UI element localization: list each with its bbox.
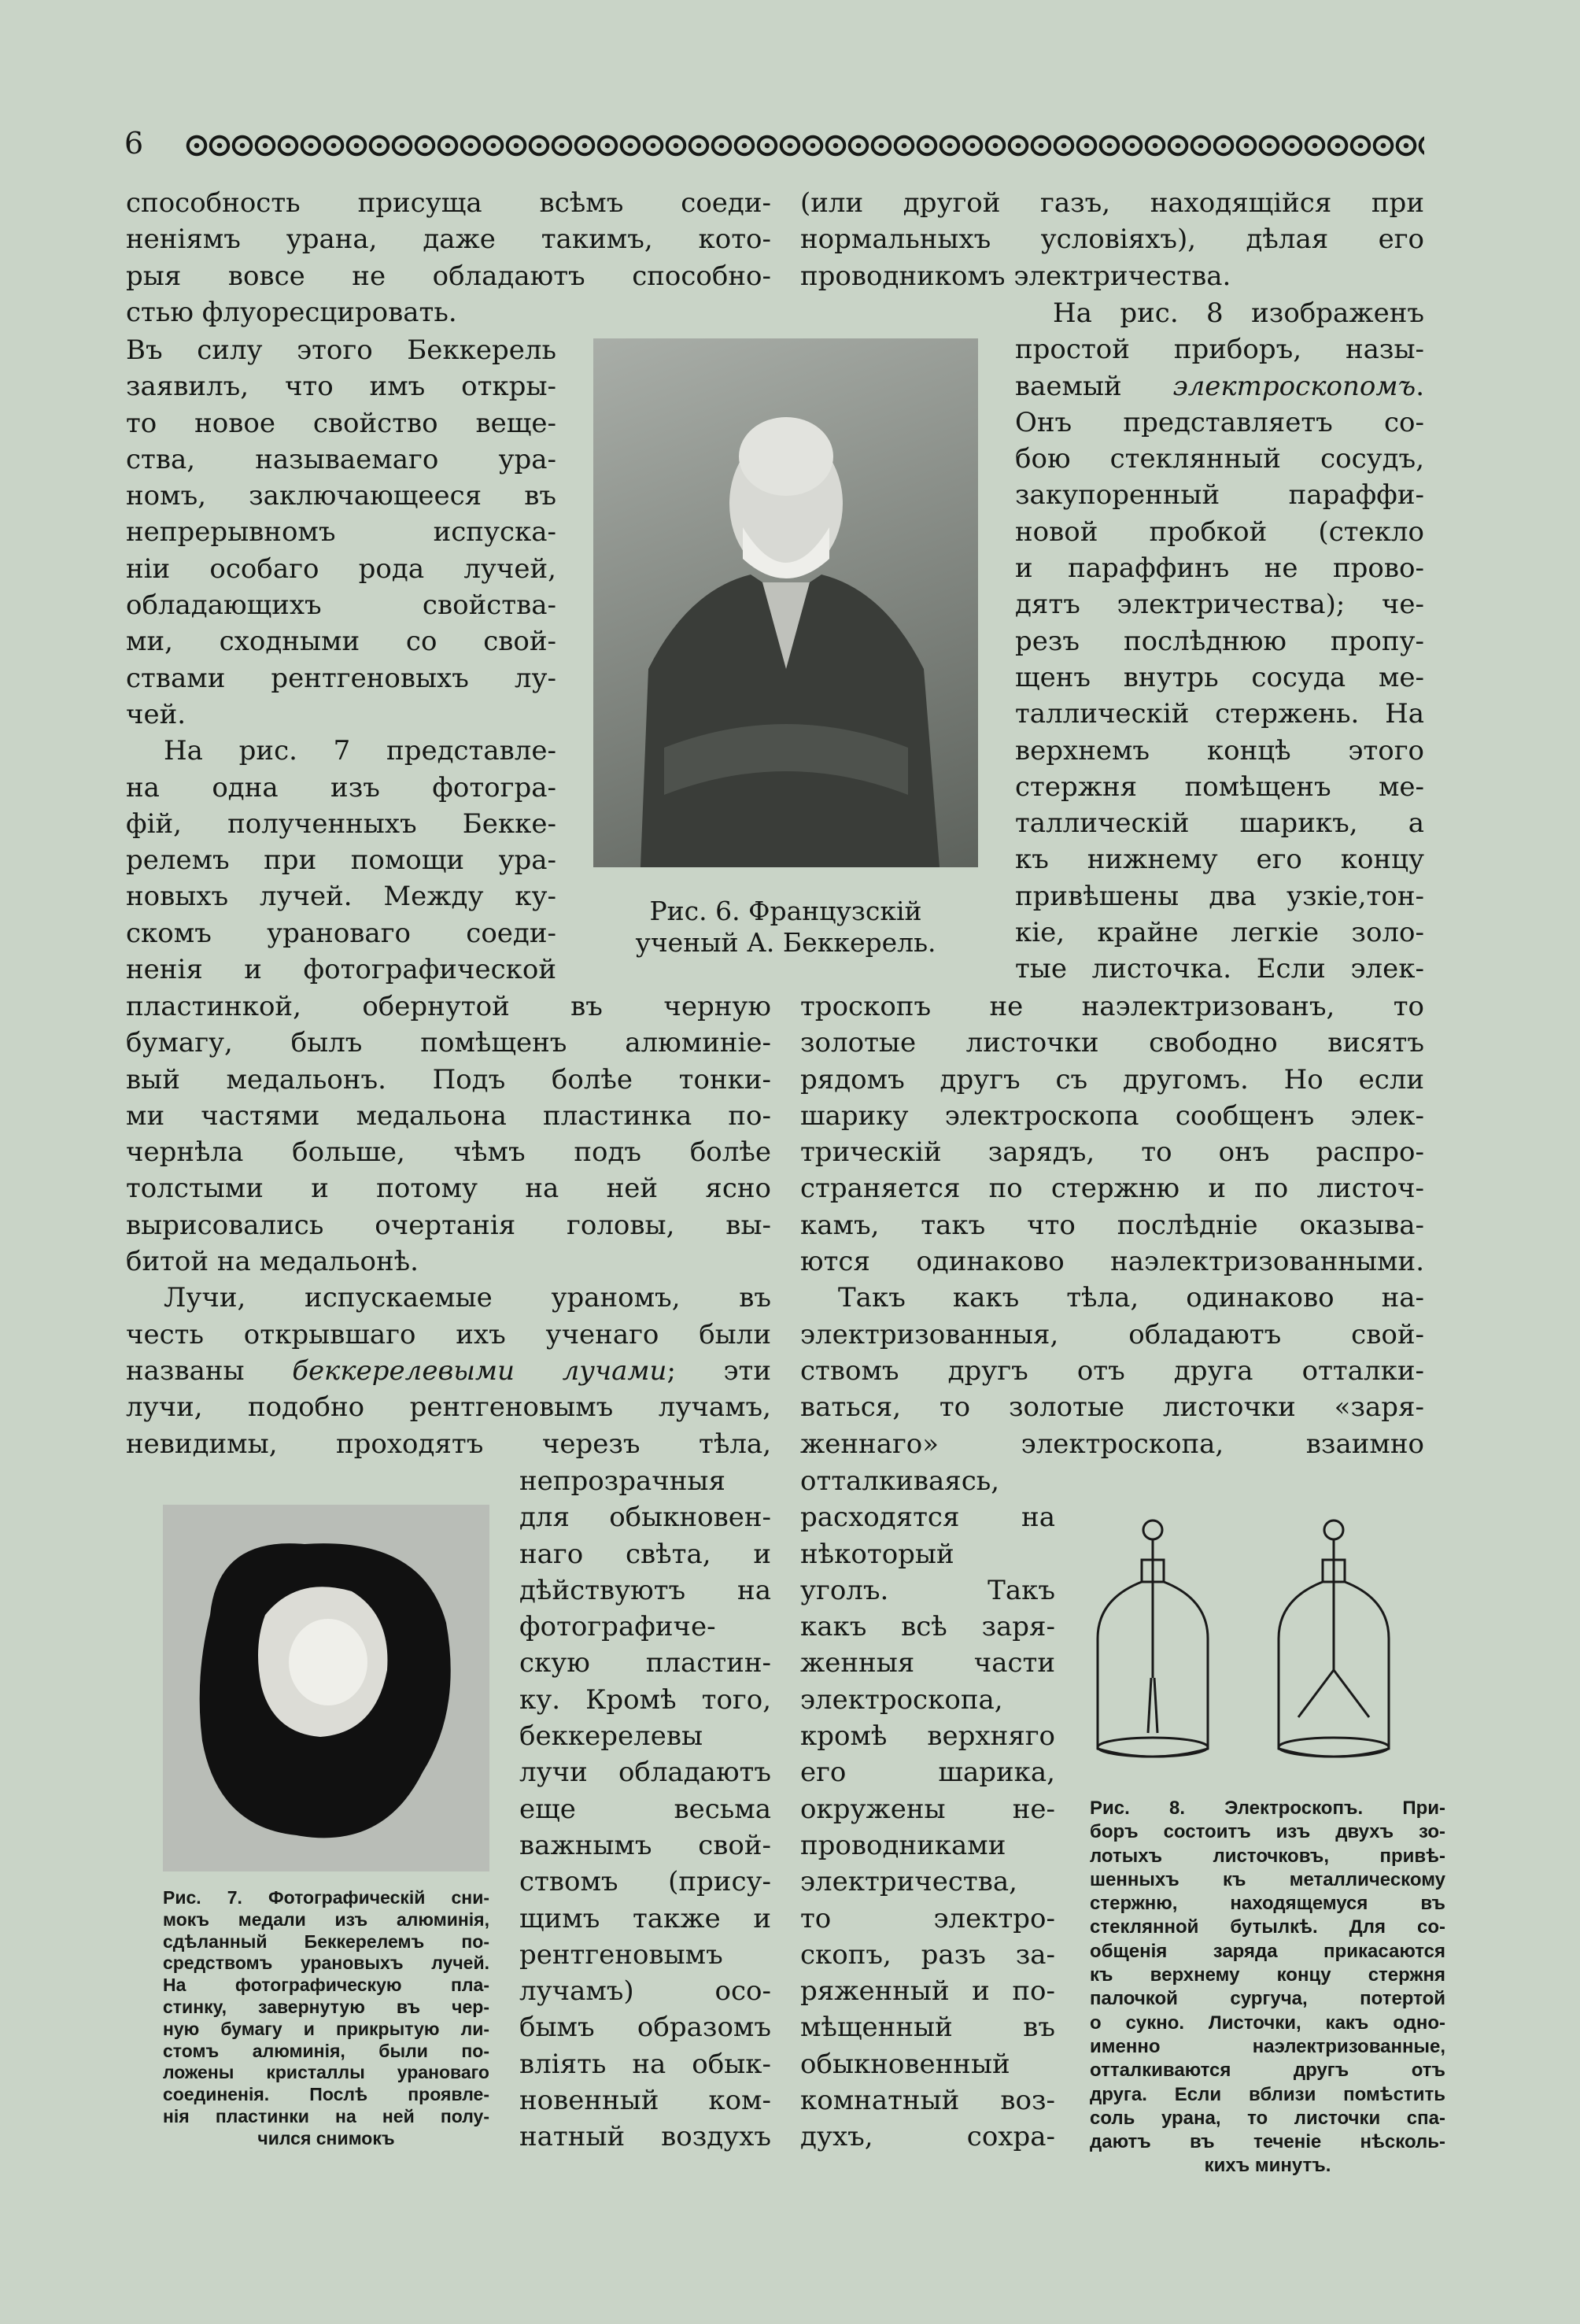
text-line: натный воздухъ: [519, 2121, 771, 2153]
text-line: для обыкновен-: [519, 1502, 771, 1534]
text-line: способность присуща всѣмъ соеди-: [126, 187, 771, 219]
portrait-becquerel-photo: [593, 338, 978, 867]
text-line: мокъ медали изъ алюминія,: [163, 1908, 489, 1930]
text-line: электризованныя, обладаютъ свой-: [800, 1318, 1424, 1350]
text-line: женныя части: [800, 1647, 1055, 1679]
text-line: электроскопа,: [800, 1683, 1003, 1716]
text-line: ствами рентгеновыхъ лу-: [126, 662, 556, 694]
text-line: окружены не-: [800, 1793, 1055, 1825]
text-line: Такъ какъ тѣла, одинаково на-: [838, 1282, 1424, 1314]
text-line: даютъ въ теченіе нѣсколь-: [1090, 2131, 1445, 2153]
text-line: стержню, находящемуся въ: [1090, 1893, 1445, 1915]
text-line: фій, полученныхъ Бекке-: [126, 807, 556, 840]
text-line: обладающихъ свойства-: [126, 589, 556, 622]
text-line: закупоренный параффи-: [1015, 479, 1424, 512]
text-line: дятъ электричества); че-: [1015, 589, 1424, 621]
text-line: отталкиваются другъ отъ: [1090, 2060, 1445, 2082]
text-line: страняется по стержню и по листоч-: [800, 1173, 1424, 1205]
text-line: стомъ алюминія, были по-: [163, 2040, 489, 2061]
italic-term: беккерелевыми лучами: [292, 1354, 667, 1387]
text-line: ніи особаго рода лучей,: [126, 552, 556, 585]
text-line: проводникомъ электричества.: [800, 260, 1231, 292]
figure-8-caption: [1090, 1797, 1445, 2178]
text-line: рядомъ другъ съ другомъ. Но если: [800, 1063, 1424, 1095]
text-line: и параффинъ не прово-: [1015, 552, 1424, 585]
text-line: невидимы, проходятъ черезъ тѣла,: [126, 1428, 771, 1460]
text-line: рентгеновымъ: [519, 1938, 723, 1971]
text-line: новенный ком-: [519, 2085, 771, 2117]
text-line: чей.: [126, 698, 186, 730]
text-line: лучамъ) осо-: [519, 1975, 771, 2008]
text-column-left-top: [126, 185, 771, 331]
text-line: стержня помѣщенъ ме-: [1015, 770, 1424, 803]
text-column-left-narrow: [126, 332, 556, 988]
text-line: стеклянной бутылкѣ. Для со-: [1090, 1916, 1445, 1938]
text-line: палочкой сургуча, потертой: [1090, 1988, 1445, 2010]
text-line: номъ, заключающееся въ: [126, 480, 556, 512]
text-line: важнымъ свой-: [519, 1829, 771, 1861]
text-line: простой приборъ, назы-: [1015, 334, 1424, 366]
text-line: соль урана, то листочки спа-: [1090, 2107, 1445, 2129]
text-line: еще весьма: [519, 1793, 771, 1825]
text-line: Онъ представляетъ со-: [1015, 406, 1424, 438]
text-line: то новое свойство веще-: [126, 407, 556, 439]
text-line: новыхъ лучей. Между ку-: [126, 881, 556, 913]
text-line: скомъ урановаго соеди-: [126, 917, 556, 949]
text-line: именно наэлектризованные,: [1090, 2035, 1445, 2057]
text-line: вліять на обык-: [519, 2048, 771, 2080]
text-line: электричества,: [800, 1866, 1017, 1898]
text-line: ствомъ другъ отъ друга отталки-: [800, 1354, 1424, 1387]
text-line: стью флуоресцировать.: [126, 296, 457, 328]
text-line: тые листочка. Если элек-: [1015, 953, 1424, 985]
text-line: камъ, такъ что послѣдніе оказыва-: [800, 1209, 1424, 1241]
text-line: трическій зарядъ, то онъ распро-: [800, 1136, 1424, 1169]
text-line: ваемый электроскопомъ.: [1015, 370, 1424, 402]
text-line: боръ состоитъ изъ двухъ зо-: [1090, 1821, 1445, 1843]
text-line: бою стеклянный сосудъ,: [1015, 443, 1424, 475]
text-line: золотые листочки свободно висятъ: [800, 1027, 1424, 1059]
text-line: На рис. 8 изображенъ: [1053, 297, 1424, 329]
text-line: шенныхъ къ металлическому: [1090, 1868, 1445, 1890]
text-line: щенъ внутрь сосуда ме-: [1015, 661, 1424, 693]
text-line: ми, сходными со свой-: [126, 626, 556, 658]
text-line: пластинкой, обернутой въ черную: [126, 991, 771, 1022]
text-line: женнаго» электроскопа, взаимно: [800, 1428, 1424, 1460]
text-line: нія пластинки на ней полу-: [163, 2105, 489, 2126]
text-column-left-middle: [126, 988, 771, 1462]
text-line: кихъ минутъ.: [1204, 2155, 1331, 2177]
text-line: вырисовались очертанія головы, вы-: [126, 1209, 771, 1241]
text-line: беккерелевы: [519, 1720, 703, 1753]
text-line: Въ силу этого Беккерель: [126, 334, 556, 366]
text-line: какъ всѣ заря-: [800, 1611, 1055, 1643]
text-line: чернѣла больше, чѣмъ подъ болѣе: [126, 1136, 771, 1169]
italic-term: электроскопомъ: [1172, 370, 1416, 402]
text-line: таллическій шарикъ, а: [1015, 807, 1424, 840]
text-line: Рис. 6. Французскій: [649, 896, 922, 926]
text-line: чился снимокъ: [257, 2127, 395, 2148]
text-line: заявилъ, что имъ откры-: [126, 371, 556, 403]
text-line: къ верхнему концу стержня: [1090, 1964, 1445, 1986]
text-line: резъ послѣднюю пропу-: [1015, 625, 1424, 657]
text-line: ную бумагу и прикрытую ли-: [163, 2018, 489, 2039]
text-line: скую пластин-: [519, 1647, 771, 1679]
text-line: ми частями медальона пластинка по-: [126, 1099, 771, 1132]
text-line: обыкновенный: [800, 2048, 1010, 2080]
text-line: расходятся на: [800, 1502, 1055, 1534]
text-line: толстыми и потому на ней ясно: [126, 1173, 771, 1205]
text-line: ствомъ (прису-: [519, 1866, 771, 1898]
text-line: ются одинаково наэлектризованными.: [800, 1246, 1424, 1278]
text-line: нормальныхъ условіяхъ), дѣлая его: [800, 224, 1424, 256]
text-line: общенія заряда прикасаются: [1090, 1940, 1445, 1962]
text-line: бымъ образомъ: [519, 2012, 771, 2044]
text-line: таллическій стержень. На: [1015, 698, 1424, 730]
uranium-medal-photograph: [163, 1505, 489, 1871]
electroscope-illustration: [1090, 1513, 1445, 1772]
text-line: ряженный и по-: [800, 1975, 1055, 2008]
text-line: релемъ при помощи ура-: [126, 844, 556, 877]
text-line: названы беккерелевыми лучами; эти: [126, 1354, 772, 1387]
text-column-center-bottom: [519, 1463, 771, 2156]
text-line: троскопъ не наэлектризованъ, то: [800, 991, 1424, 1022]
text-line: скопъ, разъ за-: [800, 1938, 1055, 1971]
text-line: ученый А. Беккерель.: [635, 927, 936, 958]
text-line: рыя вовсе не обладаютъ способно-: [126, 260, 771, 292]
text-line: битой на медальонѣ.: [126, 1246, 419, 1278]
text-line: мѣщенный въ: [800, 2012, 1055, 2044]
text-line: кромѣ верхняго: [800, 1720, 1055, 1753]
text-line: ненія и фотографической: [126, 954, 556, 986]
figure-6-caption: [593, 896, 978, 959]
text-column-right-middle: [800, 988, 1424, 1462]
text-line: наго свѣта, и: [519, 1538, 771, 1570]
text-line: Рис. 8. Электроскопъ. При-: [1090, 1797, 1445, 1819]
text-line: комнатный воз-: [800, 2085, 1055, 2117]
text-line: отталкиваясь,: [800, 1465, 1000, 1497]
text-line: его шарика,: [800, 1757, 1055, 1789]
text-column-right-narrow: [1015, 295, 1424, 988]
text-line: о сукно. Листочки, какъ одно-: [1090, 2012, 1445, 2034]
text-line: ложены кристаллы урановаго: [163, 2062, 489, 2083]
page-number: 6: [124, 126, 144, 161]
text-line: ваться, то золотые листочки «заря-: [800, 1391, 1424, 1424]
text-line: верхнемъ концѣ этого: [1015, 734, 1424, 767]
text-line: средствомъ урановыхъ лучей.: [163, 1953, 489, 1974]
text-line: духъ, сохра-: [800, 2121, 1055, 2153]
text-line: непрозрачныя: [519, 1465, 725, 1497]
text-line: Рис. 7. Фотографическій сни-: [163, 1887, 489, 1908]
text-line: стинку, завернутую въ чер-: [163, 1996, 489, 2017]
text-line: непрерывномъ испуска-: [126, 516, 556, 549]
text-line: вый медальонъ. Подъ болѣе тонки-: [126, 1063, 771, 1095]
text-line: уголъ. Такъ: [800, 1574, 1055, 1606]
text-line: привѣшены два узкіе,тон-: [1015, 880, 1424, 912]
text-line: новой пробкой (стекло: [1015, 515, 1424, 548]
text-line: ства, называемаго ура-: [126, 443, 556, 475]
text-line: лучи, подобно рентгеновымъ лучамъ,: [126, 1391, 771, 1424]
text-line: На фотографическую пла-: [163, 1975, 489, 1996]
text-line: щимъ также и: [519, 1902, 771, 1934]
text-line: фотографиче-: [519, 1611, 716, 1643]
text-line: Лучи, испускаемые ураномъ, въ: [164, 1282, 771, 1314]
text-line: ку. Кромѣ того,: [519, 1683, 771, 1716]
text-line: (или другой газъ, находящійся при: [800, 187, 1424, 219]
text-line: соединенія. Послѣ проявле-: [163, 2084, 489, 2105]
figure-7-caption: [163, 1887, 489, 2150]
text-column-right-top: [800, 185, 1424, 294]
text-line: къ нижнему его концу: [1015, 844, 1424, 876]
text-line: дѣйствуютъ на: [519, 1574, 771, 1606]
text-column-right-bottom: [800, 1463, 1055, 2156]
text-line: лотыхъ листочковъ, привѣ-: [1090, 1845, 1445, 1867]
text-line: на одна изъ фотогра-: [126, 771, 556, 804]
text-line: проводниками: [800, 1829, 1006, 1861]
text-line: то электро-: [800, 1902, 1055, 1934]
text-line: сдѣланный Беккерелемъ по-: [163, 1931, 489, 1952]
text-line: бумагу, былъ помѣщенъ алюминіе-: [126, 1027, 771, 1059]
text-line: нѣкоторый: [800, 1538, 954, 1570]
text-line: На рис. 7 представле-: [164, 735, 556, 767]
text-line: неніямъ урана, даже такимъ, кото-: [126, 224, 771, 256]
text-line: шарику электроскопа сообщенъ элек-: [800, 1099, 1424, 1132]
text-line: честь открывшаго ихъ ученаго были: [126, 1318, 771, 1350]
text-line: лучи обладаютъ: [519, 1757, 771, 1789]
text-line: друга. Если вблизи помѣстить: [1090, 2083, 1445, 2105]
text-line: кіе, крайне легкіе золо-: [1015, 917, 1424, 949]
ornamental-rule: [185, 134, 1424, 157]
